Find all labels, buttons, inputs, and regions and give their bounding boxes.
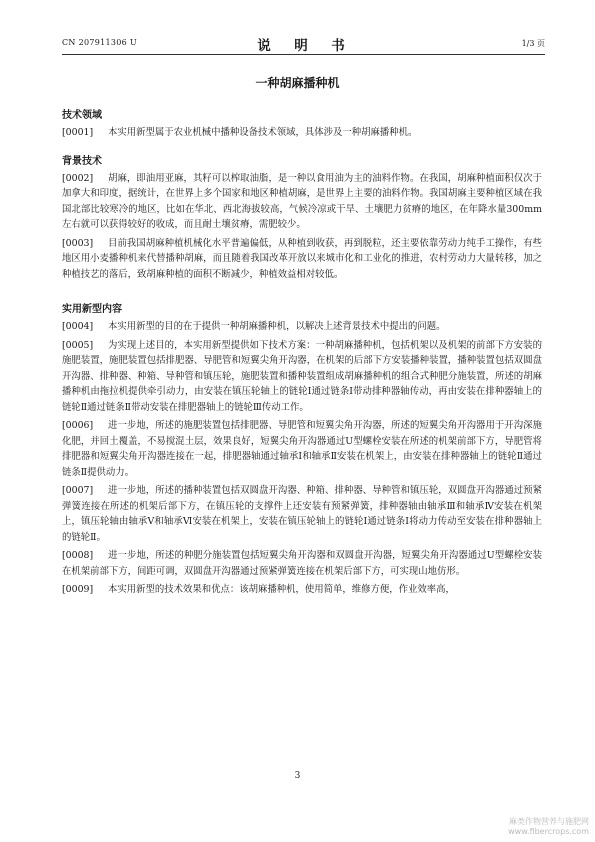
paragraph-0001 [62,125,542,141]
paragraph-text: 进一步地，所述的播种装置包括双圆盘开沟器、种箱、排种器、导种管和镇压轮，双圆盘开沟器通过预紧弹簧连接在所述的机架后部下方，在镇压轮的支撑件上还安装有预紧弹簧，排种器轴由轴承Ⅲ和轴承Ⅳ安装在机架上，镇压轮轴由轴承Ⅴ和轴承Ⅵ安装在机架上，安装在镇压轮轴上的链轮Ⅰ通过链条Ⅰ将动力传动至安装在排种器轴上的链轮Ⅱ。 [62,485,542,543]
site-watermark [508,817,589,837]
paragraph-number: [0007] [62,485,94,496]
paragraph-text: 本实用新型属于农业机械中播种设备技术领域，具体涉及一种胡麻播种机。 [108,127,418,138]
page-info: 1/3 页 [521,39,545,48]
paragraph-text: 目前我国胡麻种植机械化水平普遍偏低，从种植到收获，再到脱粒，还主要依靠劳动力纯手工操作，有些地区用小麦播种机来代替播种胡麻，而且随着我国改革开放以来城市化和工业化的推进，农村劳动力大量转移，加之种植技艺的落后，致胡麻种植的面积不断减少，种植效益相对较低。 [62,237,542,280]
paragraph-number: [0005] [62,339,94,351]
paragraph-0003 [62,236,542,283]
paragraph-number: [0004] [62,321,94,332]
paragraph-0004 [62,319,542,335]
paragraph-text: 进一步地，所述的种肥分施装置包括短翼尖角开沟器和双圆盘开沟器，短翼尖角开沟器通过U型螺栓安装在机架前部下方，间距可调，双圆盘开沟器通过预紧弹簧连接在机架后部下方，可实现山地仿形。 [62,550,542,577]
document-body [62,109,542,601]
paragraph-0007 [62,483,542,545]
paragraph-number: [0003] [62,237,94,249]
paragraph-number: [0002] [62,172,94,184]
section-heading-utility-model-content: 实用新型内容 [62,304,122,315]
paragraph-0005 [62,338,542,416]
paragraph-number: [0006] [62,420,94,431]
section-heading-technical-field: 技术领域 [62,110,102,121]
paragraph-text: 本实用新型的技术效果和优点：该胡麻播种机，使用简单，维修方便，作业效率高， [108,584,455,595]
watermark-url: www.fibercrops.com [508,827,589,836]
paragraph-number: [0001] [62,127,94,138]
page-header [62,34,545,55]
paragraph-0006 [62,418,542,480]
section-heading-background: 背景技术 [62,155,102,167]
paragraph-text: 本实用新型的目的在于提供一种胡麻播种机，以解决上述背景技术中提出的问题。 [108,321,446,332]
paragraph-0008 [62,548,542,579]
document-number: CN 207911306 U [62,38,137,47]
watermark-site-name: 麻类作物营养与施肥网 [509,817,589,826]
paragraph-0002 [62,171,542,233]
paragraph-number: [0009] [62,584,94,595]
paragraph-text: 胡麻，即油用亚麻，其籽可以榨取油脂，是一种以食用油为主的油料作物。在我国，胡麻种植面积仅次于加拿大和印度，据统计，在世界上多个国家和地区种植胡麻，是世界上主要的油料作物。我国胡麻主要种植区域在我国北部比较寒冷的地区，比如在华北、西北海拔较高，气候冷凉或干旱、土壤肥力贫瘠的地区，在年降水量300mm左右就可以获得较好的收成，而且耐土壤贫瘠，需肥较少。 [62,172,542,230]
paragraph-text: 为实现上述目的，本实用新型提供如下技术方案：一种胡麻播种机，包括机架以及机架的前部下方安装的施肥装置，施肥装置包括排肥器、导肥管和短翼尖角开沟器，在机架的后部下方安装播种装置，播种装置包括双圆盘开沟器、排种器、种箱、导种管和镇压轮，施肥装置和播种装置组成胡麻播种机的组合式种肥分施装置，所述的胡麻播种机由拖拉机提供牵引动力，由安装在镇压轮轴上的链轮Ⅰ通过链条Ⅰ带动排种器轴传动，再由安装在排种器轴上的链轮Ⅱ通过链条Ⅱ带动安装在排肥器轴上的链轮Ⅲ传动工作。 [62,339,542,413]
paragraph-text: 进一步地，所述的施肥装置包括排肥器、导肥管和短翼尖角开沟器，所述的短翼尖角开沟器用于开沟深施化肥，并回土覆盖，不易搅混土层，效果良好，短翼尖角开沟器通过U型螺栓安装在所述的机架前部下方，导肥管将排肥器和短翼尖角开沟器连接在一起，排肥器轴通过轴承Ⅰ和轴承Ⅱ安装在机架上，由安装在排种器轴上的链轮Ⅱ通过链条Ⅱ提供动力。 [62,420,542,478]
document-type: 说 明 书 [257,38,350,54]
page-number: 3 [294,771,301,781]
document-title: 一种胡麻播种机 [255,76,340,90]
paragraph-number: [0008] [62,550,94,561]
paragraph-0009 [62,582,542,598]
